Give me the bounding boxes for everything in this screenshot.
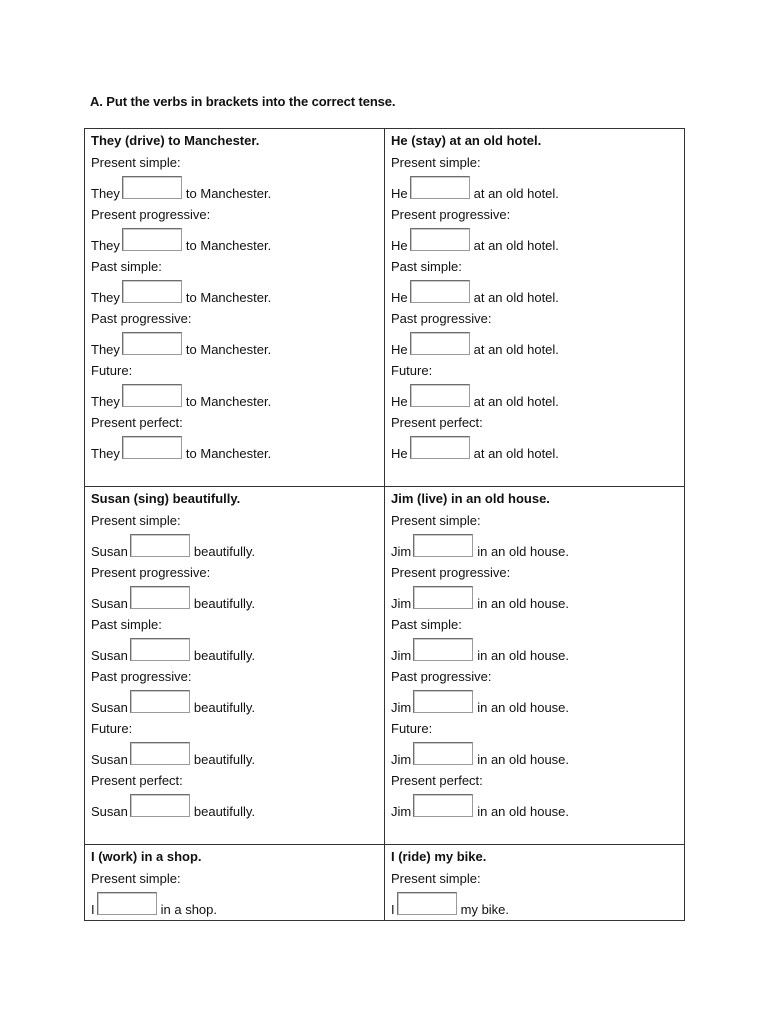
sentence-subject: They [91, 342, 120, 357]
sentence-rest: to Manchester. [185, 238, 272, 253]
answer-input[interactable] [413, 794, 473, 817]
tense-label: Present perfect: [391, 773, 483, 788]
answer-input[interactable] [122, 228, 182, 251]
sentence-rest: my bike. [460, 902, 510, 917]
answer-input[interactable] [122, 280, 182, 303]
sentence-subject: I [391, 902, 395, 917]
answer-sentence [391, 791, 678, 822]
answer-input[interactable] [413, 586, 473, 609]
tense-label: Past progressive: [91, 669, 192, 684]
answer-input[interactable] [130, 794, 190, 817]
answer-sentence [91, 889, 378, 920]
sentence-rest: beautifully. [193, 544, 256, 559]
answer-sentence [91, 173, 378, 204]
sentence-subject: They [91, 446, 120, 461]
tense-label: Present simple: [391, 513, 481, 528]
tense-label: Future: [391, 721, 433, 736]
exercise-title: They (drive) to Manchester. [91, 133, 260, 148]
sentence-rest: in an old house. [477, 648, 570, 663]
answer-sentence [91, 433, 378, 464]
tense-label: Past progressive: [91, 311, 192, 326]
exercise-cell [85, 487, 385, 845]
sentence-subject: Jim [391, 752, 412, 767]
sentence-rest: in a shop. [160, 902, 217, 917]
answer-input[interactable] [410, 228, 470, 251]
sentence-subject: Susan [91, 596, 128, 611]
answer-sentence [91, 277, 378, 308]
sentence-subject: Jim [391, 804, 412, 819]
sentence-rest: beautifully. [193, 648, 256, 663]
exercise-heading: A. Put the verbs in brackets into the correct tense. [90, 94, 396, 109]
sentence-rest: in an old house. [477, 544, 570, 559]
table-row [85, 129, 685, 487]
exercise-cell [385, 487, 685, 845]
sentence-subject: They [91, 394, 120, 409]
answer-input[interactable] [410, 384, 470, 407]
sentence-subject: Jim [391, 648, 412, 663]
answer-sentence [391, 277, 678, 308]
sentence-subject: He [391, 342, 408, 357]
tense-label: Present simple: [91, 513, 181, 528]
tense-label: Future: [391, 363, 433, 378]
tense-label: Past progressive: [391, 311, 492, 326]
tense-label: Present progressive: [391, 565, 511, 580]
tense-label: Future: [91, 721, 133, 736]
sentence-subject: Jim [391, 700, 412, 715]
sentence-rest: to Manchester. [185, 186, 272, 201]
table-row [85, 487, 685, 845]
sentence-rest: to Manchester. [185, 290, 272, 305]
tense-label: Past progressive: [391, 669, 492, 684]
tense-label: Present simple: [391, 871, 481, 886]
answer-input[interactable] [130, 638, 190, 661]
sentence-rest: at an old hotel. [473, 394, 559, 409]
exercise-cell [385, 129, 685, 487]
answer-sentence [91, 687, 378, 718]
table-row [85, 845, 685, 921]
answer-input[interactable] [413, 742, 473, 765]
sentence-subject: Jim [391, 596, 412, 611]
tense-label: Present perfect: [91, 415, 183, 430]
answer-input[interactable] [130, 742, 190, 765]
sentence-subject: He [391, 394, 408, 409]
answer-input[interactable] [410, 280, 470, 303]
answer-input[interactable] [410, 332, 470, 355]
answer-input[interactable] [413, 690, 473, 713]
answer-input[interactable] [122, 384, 182, 407]
sentence-rest: beautifully. [193, 596, 256, 611]
sentence-rest: at an old hotel. [473, 446, 559, 461]
sentence-rest: to Manchester. [185, 446, 272, 461]
sentence-rest: at an old hotel. [473, 238, 559, 253]
answer-input[interactable] [122, 436, 182, 459]
tense-label: Past simple: [391, 259, 462, 274]
tense-label: Present perfect: [391, 415, 483, 430]
exercise-cell [85, 129, 385, 487]
answer-input[interactable] [397, 892, 457, 915]
answer-sentence [91, 531, 378, 562]
answer-sentence [391, 889, 678, 920]
sentence-rest: beautifully. [193, 752, 256, 767]
answer-sentence [91, 381, 378, 412]
sentence-rest: to Manchester. [185, 394, 272, 409]
sentence-rest: beautifully. [193, 804, 256, 819]
sentence-rest: at an old hotel. [473, 342, 559, 357]
sentence-subject: He [391, 446, 408, 461]
exercise-title: Susan (sing) beautifully. [91, 491, 241, 506]
answer-sentence [391, 739, 678, 770]
answer-sentence [91, 791, 378, 822]
sentence-subject: Susan [91, 544, 128, 559]
exercise-title: He (stay) at an old hotel. [391, 133, 542, 148]
tense-label: Past simple: [91, 617, 162, 632]
tense-label: Present simple: [91, 871, 181, 886]
answer-sentence [391, 173, 678, 204]
sentence-subject: They [91, 186, 120, 201]
answer-sentence [391, 225, 678, 256]
exercise-cell [85, 845, 385, 921]
tense-label: Present perfect: [91, 773, 183, 788]
answer-input[interactable] [413, 534, 473, 557]
sentence-subject: Susan [91, 700, 128, 715]
answer-sentence [391, 433, 678, 464]
answer-sentence [91, 635, 378, 666]
answer-input[interactable] [122, 332, 182, 355]
sentence-rest: to Manchester. [185, 342, 272, 357]
exercise-table [84, 128, 685, 921]
tense-label: Present progressive: [91, 565, 211, 580]
tense-label: Present progressive: [391, 207, 511, 222]
answer-input[interactable] [410, 176, 470, 199]
answer-input[interactable] [410, 436, 470, 459]
answer-sentence [91, 583, 378, 614]
exercise-title: I (work) in a shop. [91, 849, 202, 864]
sentence-rest: in an old house. [477, 700, 570, 715]
sentence-subject: Susan [91, 804, 128, 819]
sentence-subject: Jim [391, 544, 412, 559]
answer-sentence [391, 583, 678, 614]
answer-input[interactable] [130, 586, 190, 609]
tense-label: Future: [91, 363, 133, 378]
tense-label: Present simple: [91, 155, 181, 170]
answer-sentence [91, 329, 378, 360]
answer-sentence [91, 225, 378, 256]
sentence-rest: beautifully. [193, 700, 256, 715]
sentence-subject: They [91, 238, 120, 253]
answer-sentence [391, 531, 678, 562]
sentence-subject: Susan [91, 648, 128, 663]
tense-label: Present simple: [391, 155, 481, 170]
sentence-subject: He [391, 290, 408, 305]
sentence-subject: He [391, 186, 408, 201]
sentence-rest: in an old house. [477, 752, 570, 767]
exercise-title: Jim (live) in an old house. [391, 491, 550, 506]
sentence-rest: at an old hotel. [473, 186, 559, 201]
tense-label: Past simple: [391, 617, 462, 632]
answer-input[interactable] [130, 690, 190, 713]
sentence-rest: in an old house. [477, 596, 570, 611]
exercise-title: I (ride) my bike. [391, 849, 487, 864]
answer-sentence [391, 381, 678, 412]
sentence-subject: They [91, 290, 120, 305]
tense-label: Past simple: [91, 259, 162, 274]
answer-sentence [391, 687, 678, 718]
exercise-cell [385, 845, 685, 921]
tense-label: Present progressive: [91, 207, 211, 222]
answer-input[interactable] [97, 892, 157, 915]
sentence-subject: He [391, 238, 408, 253]
answer-input[interactable] [122, 176, 182, 199]
answer-sentence [91, 739, 378, 770]
answer-input[interactable] [413, 638, 473, 661]
sentence-subject: Susan [91, 752, 128, 767]
answer-sentence [391, 329, 678, 360]
sentence-rest: at an old hotel. [473, 290, 559, 305]
answer-sentence [391, 635, 678, 666]
sentence-rest: in an old house. [477, 804, 570, 819]
sentence-subject: I [91, 902, 95, 917]
answer-input[interactable] [130, 534, 190, 557]
